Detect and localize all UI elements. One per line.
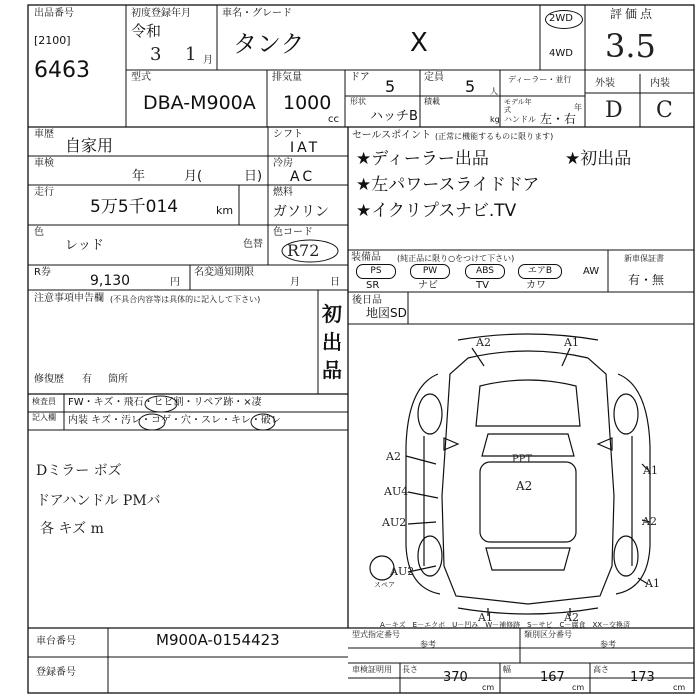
lot-number: 6463 [34,58,90,83]
displacement: 1000 [283,92,332,114]
color-code-circle [280,238,340,264]
doors: 5 [385,77,396,96]
first-listing-stamp: 初出品 [322,302,342,382]
inspection-label: 車検 [34,158,54,169]
damage-mark-left-quarter: AU2 [390,565,415,578]
fuel-label: 燃料 [273,187,293,198]
length: 370 [443,670,468,685]
chassis-number: M900A-0154423 [156,631,280,649]
model-label: 型式 [131,72,151,83]
name-change-month: 月 [290,277,300,288]
warranty: 有・無 [628,273,665,287]
load-unit: kg [490,115,500,124]
registration-number-label: 登録番号 [36,667,76,678]
after-items-label: 後日品 [352,295,382,306]
handwritten-note-2: ドアハンドル PMバ [36,493,161,509]
equipment-note: (純正品に限り○をつけて下さい) [397,254,515,263]
registration-month: 1 [185,44,197,65]
shift-label: シフト [273,129,303,140]
damage-mark-right-door: A2 [642,515,657,528]
equip-navi: ナビ [418,280,438,291]
damage-mark-front-right: A1 [564,336,579,349]
repair-unit: 箇所 [108,374,128,385]
chassis-label: 車台番号 [36,636,76,647]
score: 3.5 [605,27,656,65]
handwritten-note-1: Dミラー ボズ [36,463,122,479]
interior-label: 内装 [650,78,670,89]
capacity-unit: 人 [490,87,498,96]
width-label: 幅 [503,665,511,674]
drive-2wd: 2WD [549,13,573,24]
doors-label: ドア [350,72,370,83]
caution-label: 注意事項申告欄 [34,293,104,304]
damage-mark-left-rear-door: AU2 [382,516,407,529]
displacement-unit: cc [328,114,339,125]
equip-aw: AW [583,266,600,277]
inspection-month-unit: 月( [184,169,203,184]
damage-legend: A－キズ E－エクボ U－凹み W－補修跡 S－サビ C－腐食 XX－交換済 [380,621,631,629]
type-designation-label: 型式指定番号 [352,630,400,639]
length-unit: cm [482,683,495,692]
inspection-year-unit: 年 [132,169,146,184]
handle: 左・右 [540,112,577,126]
spare-label: スペア [374,581,395,589]
name-change-day: 日 [330,277,340,288]
repair-value: 有 [82,374,92,385]
category-label: 類別区分番号 [524,630,572,639]
equip-abs: ABS [465,264,505,279]
damage-mark-roof: A2 [516,479,533,493]
width-unit: cm [572,683,585,692]
dealer-label: ディーラー・並行 [508,75,572,84]
fuel: ガソリン [273,204,329,220]
inspector-row-exterior: FW・キズ・飛石・ヒビ割・リペア跡・×凄 [68,397,262,408]
displacement-label: 排気量 [272,72,302,83]
height: 173 [630,670,655,685]
dims-label: 車検証明用 [352,665,392,674]
width: 167 [540,670,565,685]
damage-mark-rear-right: A2 [564,611,579,624]
warranty-label: 新車保証書 [624,254,664,263]
interior-grade: C [656,98,673,123]
recycle-label: R券 [34,267,51,278]
ac: AC [290,169,316,185]
color-code-label: 色コード [273,227,313,238]
recycle-fee: 9,130 [90,273,131,289]
model: DBA-M900A [143,92,256,114]
equipment-label: 装備品 [351,252,381,263]
type-designation-ref: 参考 [420,640,436,649]
color-change-label: 色替 [243,239,263,250]
name-grade-label: 車名・グレード [222,8,292,19]
damage-mark-rear-left: A1 [478,611,493,624]
category-ref: 参考 [600,640,616,649]
capacity-label: 定員 [424,72,444,83]
handle-label: ハンドル [504,115,536,124]
after-items-value: 地図SD [366,306,407,320]
damage-mark-right-quarter: A1 [645,577,660,590]
damage-mark-left-front-door: AU4 [384,485,409,498]
damage-mark-right-fender: A1 [643,464,658,477]
sales-points-label: セールスポイント [352,130,432,141]
exterior-label: 外装 [595,78,615,89]
era: 令和 [131,22,162,40]
sales-point-3: ★左パワースライドドア [356,175,540,195]
sales-point-4: ★イクリプスナビ.TV [356,201,517,221]
load-label: 積載 [424,97,440,106]
height-label: 高さ [593,665,609,674]
usage-label: 車歴 [34,129,54,140]
equip-ps: PS [356,264,396,279]
mileage: 5万5千014 [90,197,179,217]
shift: IAT [290,140,321,156]
caution-note: (不具合内容等は具体的に記入して下さい) [110,295,261,304]
color: レッド [65,238,104,253]
repair-label: 修復歴 [34,374,64,385]
equip-airbag: エアB [518,264,562,279]
sales-points-note: (正常に機能するものに限ります) [435,132,554,141]
mileage-unit: km [216,204,234,217]
model-year-label: モデル年式 [504,98,532,114]
sales-point-1: ★ディーラー出品 [356,149,489,169]
shape-label: 形状 [350,97,366,106]
ac-label: 冷房 [273,158,293,169]
car-name: タンク [233,30,305,58]
equip-tv: TV [476,280,489,291]
drive-4wd: 4WD [549,48,573,59]
inspector-circles [60,392,300,432]
lot-number-label: 出品番号 [34,8,74,19]
model-year-unit: 年 [574,103,582,112]
equip-sr: SR [366,280,380,291]
usage: 自家用 [65,136,114,155]
handwritten-note-3: 各 キズ m [40,521,104,537]
inspector-row-interior: 内装 キズ・汚レ・コゲ・穴・スレ・キレ・破レ [68,415,281,426]
name-change-label: 名変通知期限 [194,267,254,278]
mileage-label: 走行 [34,187,54,198]
score-label: 評価点 [610,7,656,21]
color-label: 色 [34,227,44,238]
grade: X [410,28,428,58]
color-code: R72 [287,241,320,260]
capacity: 5 [465,77,476,96]
month-unit: 月 [203,55,213,66]
inspector-label-top: 検査員 [32,397,56,406]
exterior-grade: D [605,98,623,123]
inspection-day-unit: 日) [244,169,263,184]
first-registration-label: 初度登録年月 [131,8,191,19]
shape: ハッチB [370,109,418,124]
inspector-label-bottom: 記入欄 [32,413,56,422]
damage-mark-left-fender: A2 [386,450,401,463]
sales-point-2: ★初出品 [565,149,632,169]
recycle-unit: 円 [170,277,180,288]
equip-leather: カワ [526,280,546,291]
registration-year: 3 [150,44,162,65]
damage-mark-front-left: A2 [476,336,491,349]
length-label: 長さ [402,665,418,674]
damage-mark-hood: PPT [512,454,533,465]
height-unit: cm [673,683,686,692]
equip-pw: PW [410,264,450,279]
lot-prefix: [2100] [34,34,71,47]
